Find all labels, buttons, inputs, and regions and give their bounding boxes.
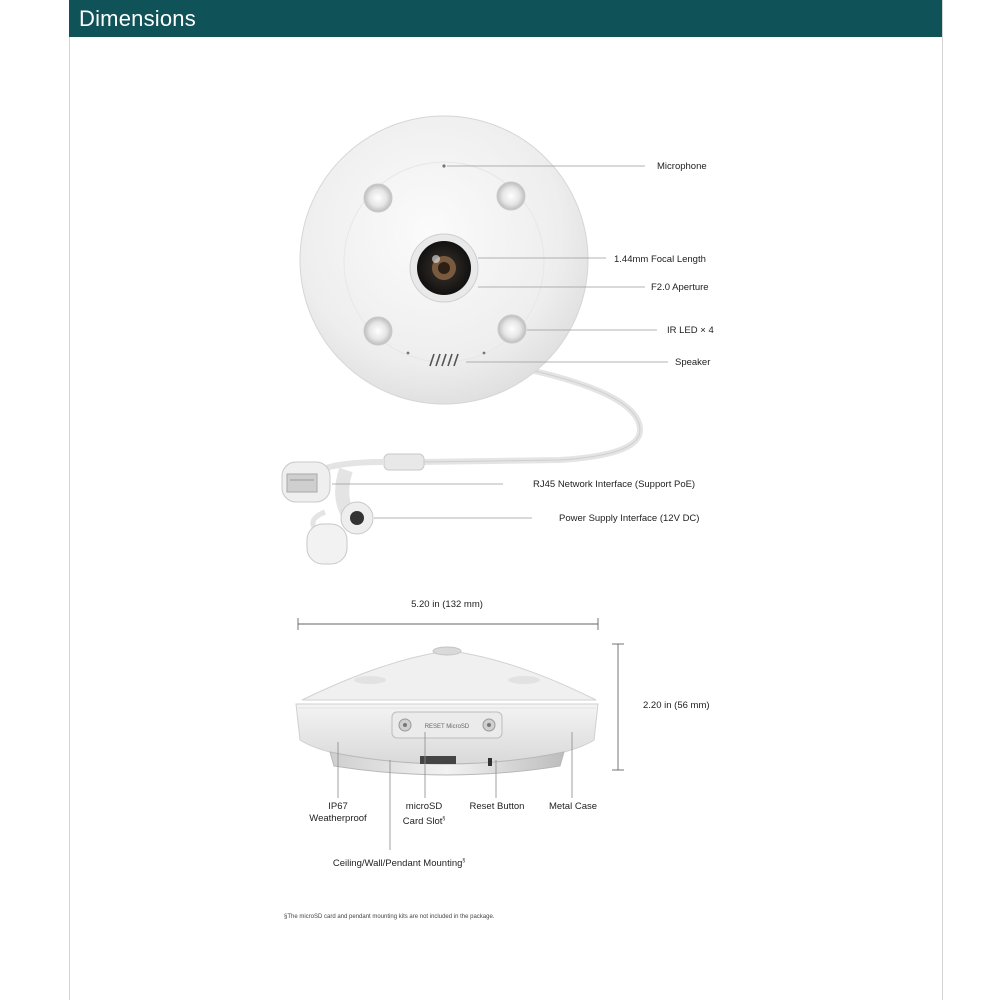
height-dimension-line (612, 644, 624, 770)
lens (410, 234, 478, 302)
panel-text: RESET MicroSD (424, 724, 470, 730)
label-microphone: Microphone (657, 161, 707, 172)
label-ip67 (309, 801, 366, 825)
label-microsd-sup: § (442, 816, 446, 822)
rj45-connector (282, 462, 330, 502)
label-width-dimension: 5.20 in (132 mm) (411, 599, 483, 610)
label-microsd-line1: microSD (405, 801, 443, 812)
label-power: Power Supply Interface (12V DC) (559, 513, 700, 524)
label-mounting (333, 855, 465, 870)
label-focal-length: 1.44mm Focal Length (614, 254, 706, 265)
label-speaker: Speaker (675, 357, 711, 368)
label-metal-case: Metal Case (548, 801, 598, 812)
label-ip67-line2: Weatherproof (309, 813, 367, 824)
label-height-dimension: 2.20 in (56 mm) (643, 700, 710, 711)
label-ip67-line1: IP67 (328, 801, 348, 812)
width-dimension-line (298, 618, 598, 630)
label-aperture: F2.0 Aperture (651, 282, 709, 293)
label-microsd-line2: Card Slot (402, 816, 443, 828)
label-reset: Reset Button (469, 801, 525, 812)
label-ir-led: IR LED × 4 (667, 325, 714, 336)
camera-top-view (282, 116, 640, 564)
section-title: Dimensions (79, 6, 196, 31)
label-mounting-text: Ceiling/Wall/Pendant Mounting (332, 858, 463, 870)
label-microsd (403, 801, 445, 828)
label-rj45: RJ45 Network Interface (Support PoE) (533, 479, 696, 490)
footnote: §The microSD card and pendant mounting kits are not included in the package. (284, 914, 495, 920)
label-mounting-sup: § (462, 858, 466, 864)
camera-side-view (296, 618, 624, 775)
microphone-dot (442, 164, 445, 167)
